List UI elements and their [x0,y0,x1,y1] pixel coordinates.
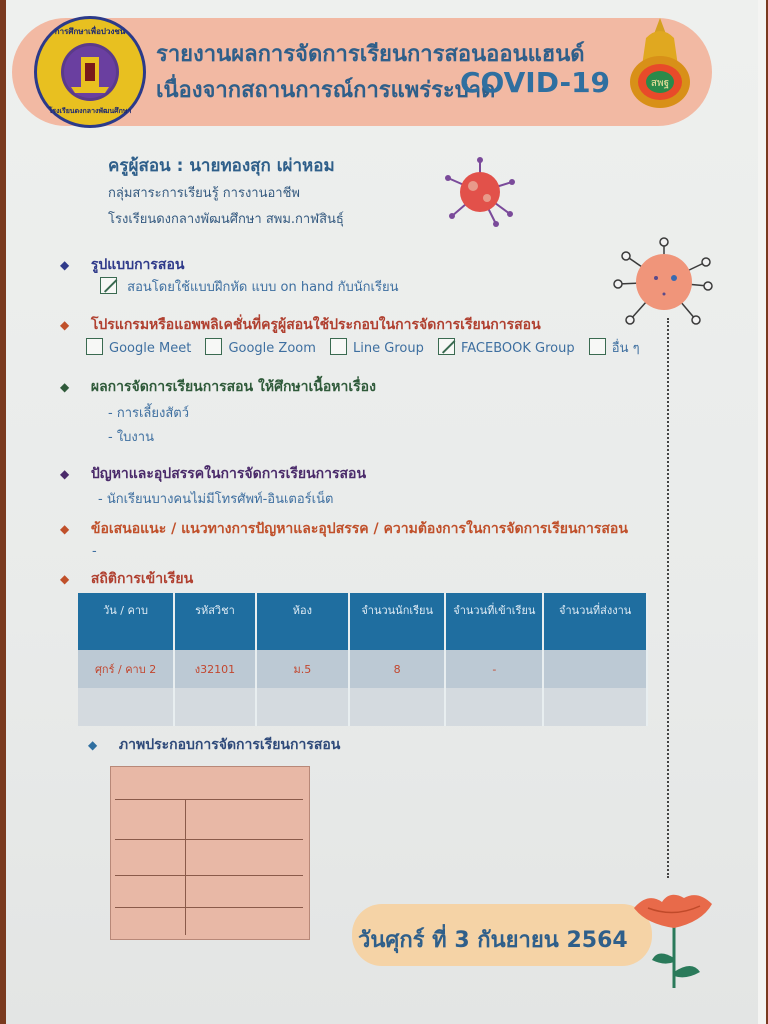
format-option [100,276,398,297]
app-checkbox[interactable] [438,338,455,355]
column-header: จำนวนนักเรียน [349,593,445,650]
diamond-bullet-icon: ◆ [60,467,70,481]
table-cell [543,688,647,726]
attendance-table [78,593,648,726]
suggestions-item: - [92,544,97,559]
section-suggestions-heading: ข้อเสนอแนะ / แนวทางการปัญหาและอุปสรรค / ความต้องการในการจัดการเรียนการสอน [90,521,628,537]
teacher-name: นายทองสุก เผ่าหอม [189,156,335,176]
column-header: รหัสวิชา [174,593,256,650]
results-item: - การเลี้ยงสัตว์ [108,406,190,421]
table-header-row [78,593,647,650]
table-row [78,650,647,688]
diamond-bullet-icon: ◆ [60,318,70,332]
app-option-label: Google Meet [109,341,192,356]
section-format-heading: รูปแบบการสอน [90,257,185,273]
format-checkbox[interactable] [100,277,117,294]
table-cell: - [445,650,543,688]
school-logo [34,16,146,128]
worksheet-column-rule [185,799,186,935]
table-cell [543,650,647,688]
school-name: โรงเรียนดงกลางพัฒนศึกษา สพม.กาฬสินธุ์ [108,212,344,227]
table-cell: ศุกร์ / คาบ 2 [78,650,174,688]
app-option-google-zoom [205,341,315,356]
app-option-google-meet [86,341,191,356]
flower-icon [628,888,718,996]
diamond-bullet-icon: ◆ [88,738,98,752]
worksheet-photo [110,766,310,940]
diamond-bullet-icon: ◆ [60,522,70,536]
results-item: - ใบงาน [108,430,154,445]
section-problems [60,463,366,485]
app-option-other [589,341,640,356]
app-option-label: อื่น ๆ [611,341,640,356]
emblem-icon [61,43,119,101]
section-attendance-heading: สถิติการเข้าเรียน [90,571,194,587]
table-cell [78,688,174,726]
app-option-label: Line Group [353,341,424,356]
table-row [78,688,647,726]
section-problems-heading: ปัญหาและอุปสรรคในการจัดการเรียนการสอน [90,466,367,482]
app-checkbox[interactable] [589,338,606,355]
format-option-label: สอนโดยใช้แบบฝึกหัด แบบ on hand กับนักเรียน [127,280,399,295]
diamond-bullet-icon: ◆ [60,572,70,586]
table-cell: 8 [349,650,445,688]
app-option-label: FACEBOOK Group [460,341,575,356]
teacher-label: ครูผู้สอน : [108,156,184,176]
virus-icon [440,156,520,228]
app-option-label: Google Zoom [228,341,316,356]
worksheet-rule [115,799,303,800]
problems-item: - นักเรียนบางคนไม่มีโทรศัพท์-อินเตอร์เน็ต [98,492,334,507]
section-results-heading: ผลการจัดการเรียนการสอน ให้ศึกษาเนื้อหาเรื่อง [90,379,376,395]
page-title-covid: COVID-19 [460,66,611,99]
app-checkbox[interactable] [86,338,103,355]
thai-emblem-icon [626,16,694,112]
section-photos-heading: ภาพประกอบการจัดการเรียนการสอน [118,737,341,753]
logo-bottom-text: โรงเรียนดงกลางพัฒนศึกษา [48,107,132,115]
column-header: ห้อง [256,593,349,650]
table-cell [174,688,256,726]
diamond-bullet-icon: ◆ [60,258,70,272]
app-option-facebook-group [438,341,575,356]
diamond-bullet-icon: ◆ [60,380,70,394]
section-apps [60,314,541,336]
teacher-line [108,152,335,179]
table-cell: ง32101 [174,650,256,688]
section-photos [88,734,340,756]
report-date: วันศุกร์ ที่ 3 กันยายน 2564 [358,928,628,953]
app-option-line-group [330,341,424,356]
page-title-line2: เนื่องจากสถานการณ์การแพร่ระบาด [156,78,496,103]
worksheet-rule [115,839,303,840]
column-header: จำนวนที่เข้าเรียน [445,593,543,650]
logo-top-text: การศึกษาเพื่อปวงชน [54,27,126,36]
section-apps-heading: โปรแกรมหรือแอพพลิเคชั่นที่ครูผู้สอนใช้ประกอบในการจัดการเรียนการสอน [90,317,541,333]
table-cell [445,688,543,726]
logo-emblem [61,43,119,101]
section-format [60,254,184,276]
section-attendance [60,568,193,590]
table-cell [349,688,445,726]
app-checkbox[interactable] [205,338,222,355]
obec-logo [626,16,694,112]
worksheet-rule [115,875,303,876]
table-cell: ม.5 [256,650,349,688]
dotted-divider [667,318,669,878]
section-results [60,376,376,398]
virus-outline-icon [612,236,716,332]
column-header: วัน / คาบ [78,593,174,650]
column-header: จำนวนที่ส่งงาน [543,593,647,650]
table-cell [256,688,349,726]
worksheet-rule [115,907,303,908]
subject-group: กลุ่มสาระการเรียนรู้ การงานอาชีพ [108,186,300,201]
section-suggestions [60,518,628,540]
app-checkbox[interactable] [330,338,347,355]
svg-text:สพฐ: สพฐ [650,78,670,89]
page-title-line1: รายงานผลการจัดการเรียนการสอนออนแฮนด์ [156,42,585,67]
app-options [86,337,650,358]
